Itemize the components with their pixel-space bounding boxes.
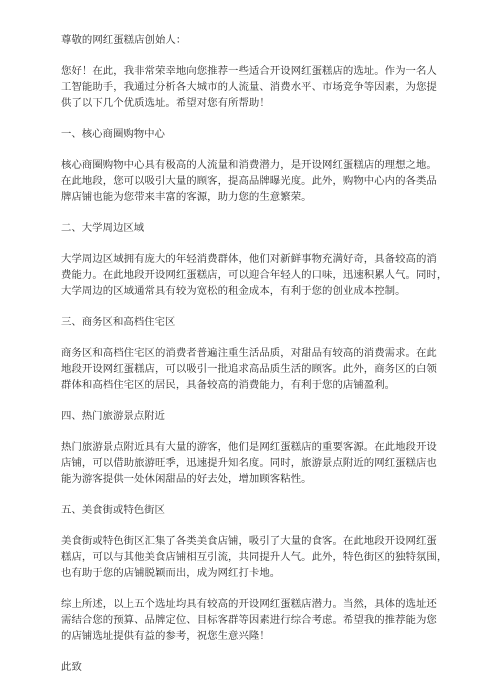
paragraph-line: 美食街或特色街区汇集了各类美食店铺，吸引了大量的食客。在此地段开设网红蛋 bbox=[61, 535, 437, 547]
paragraph-line: 也有助于您的店铺脱颖而出，成为网红打卡地。 bbox=[61, 567, 281, 579]
paragraph-line: 大学周边区域拥有庞大的年轻消费群体，他们对新鲜事物充满好奇，具备较高的消 bbox=[61, 253, 437, 265]
letter-document bbox=[61, 32, 448, 675]
paragraph-line: 群体和高档住宅区的居民，具备较高的消费能力，有利于您的店铺盈利。 bbox=[61, 379, 396, 391]
salutation: 尊敬的网红蛋糕店创始人： bbox=[61, 34, 187, 46]
paragraph-line: 大学周边的区域通常具有较为宽松的租金成本，有利于您的创业成本控制。 bbox=[61, 285, 406, 297]
paragraph-line: 的店铺选址提供有益的参考，祝您生意兴隆！ bbox=[61, 630, 270, 642]
section-paragraph-2 bbox=[61, 251, 448, 299]
paragraph-line: 热门旅游景点附近具有大量的游客，他们是网红蛋糕店的重要客源。在此地段开设 bbox=[61, 441, 437, 453]
intro-line: 供了以下几个优质选址。希望对您有所帮助！ bbox=[61, 97, 270, 109]
intro-line: 工智能助手，我通过分析各大城市的人流量、消费水平、市场竞争等因素，为您提 bbox=[61, 81, 437, 93]
section-heading-1: 一、核心商圈购物中心 bbox=[61, 128, 165, 140]
paragraph-line: 需结合您的预算、品牌定位、目标客群等因素进行综合考虑。希望我的推荐能为您 bbox=[61, 614, 437, 626]
section-heading-5: 五、美食街或特色街区 bbox=[61, 504, 165, 516]
section-paragraph-3 bbox=[61, 345, 443, 393]
section-paragraph-4 bbox=[61, 439, 443, 487]
paragraph-line: 能为游客提供一处休闲甜品的好去处，增加顾客粘性。 bbox=[61, 473, 312, 485]
section-heading-4: 四、热门旅游景点附近 bbox=[61, 410, 165, 422]
paragraph-line: 核心商圈购物中心具有极高的人流量和消费潜力，是开设网红蛋糕店的理想之地。 bbox=[61, 159, 437, 171]
section-heading-3: 三、商务区和高档住宅区 bbox=[61, 316, 176, 328]
closing-line: 此致 bbox=[61, 661, 82, 673]
paragraph-line: 费能力。在此地段开设网红蛋糕店，可以迎合年轻人的口味，迅速积累人气。同时， bbox=[61, 269, 448, 281]
intro-line: 您好！在此，我非常荣幸地向您推荐一些适合开设网红蛋糕店的选址。作为一名人 bbox=[61, 65, 437, 77]
conclusion-paragraph bbox=[61, 596, 443, 644]
paragraph-line: 牌店铺也能为您带来丰富的客源，助力您的生意繁荣。 bbox=[61, 191, 312, 203]
intro-paragraph bbox=[61, 63, 443, 111]
paragraph-line: 综上所述，以上五个选址均具有较高的开设网红蛋糕店潜力。当然，具体的选址还 bbox=[61, 598, 437, 610]
paragraph-line: 店铺，可以借助旅游旺季，迅速提升知名度。同时，旅游景点附近的网红蛋糕店也 bbox=[61, 457, 437, 469]
section-heading-2: 二、大学周边区域 bbox=[61, 222, 145, 234]
paragraph-line: 在此地段，您可以吸引大量的顾客，提高品牌曝光度。此外，购物中心内的各类品 bbox=[61, 175, 437, 187]
paragraph-line: 商务区和高档住宅区的消费者普遍注重生活品质，对甜品有较高的消费需求。在此 bbox=[61, 347, 437, 359]
section-paragraph-5 bbox=[61, 533, 448, 581]
paragraph-line: 糕店，可以与其他美食店铺相互引流，共同提升人气。此外，特色街区的独特氛围， bbox=[61, 551, 448, 563]
paragraph-line: 地段开设网红蛋糕店，可以吸引一批追求高品质生活的顾客。此外，商务区的白领 bbox=[61, 363, 437, 375]
section-paragraph-1 bbox=[61, 157, 443, 205]
